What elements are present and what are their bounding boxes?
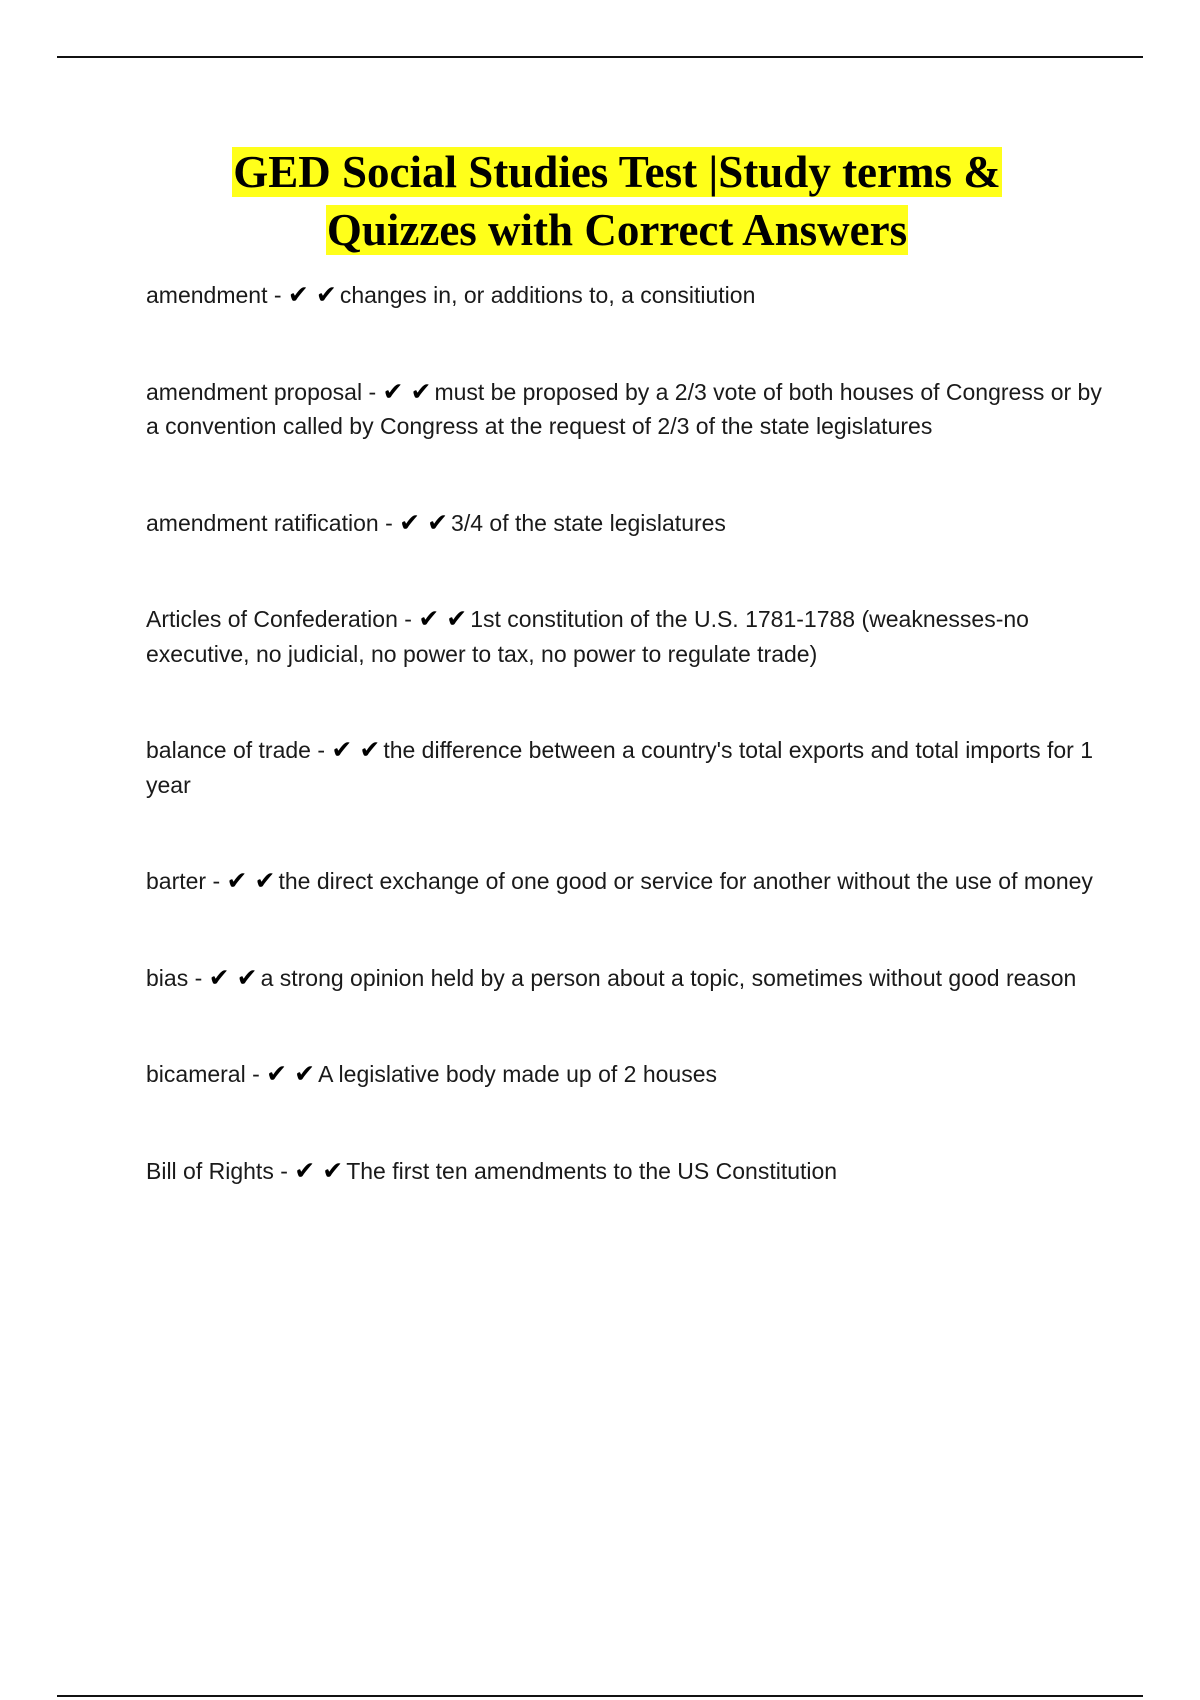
title-highlight-1: GED Social Studies Test |Study terms & [233,147,1001,197]
term-separator: - [206,868,227,894]
term-definition: changes in, or additions to, a consitiution [339,282,756,308]
term-separator: - [273,1157,295,1184]
term-entry [146,961,1106,996]
term-separator: - [310,737,332,763]
check-mark-icon: ✔ [410,376,432,406]
title-line-2 [0,201,1200,259]
term-name: amendment ratification [146,509,379,536]
term-name: bias [146,964,189,991]
check-mark-icon: ✔ [266,1059,288,1088]
term-definition: The first ten amendments to the US Constitution [346,1157,838,1184]
term-separator: - [378,509,400,536]
term-name: balance of trade [146,737,311,763]
check-mark-icon: ✔ [254,866,276,895]
term-name: bicameral [146,1061,246,1087]
term-list [146,278,1106,1188]
check-mark-icon: ✔ [446,604,468,633]
bottom-divider [57,1695,1143,1697]
check-mark-icon: ✔ [427,507,449,537]
title-line-1 [0,143,1200,201]
term-definition: 1st constitution of the U.S. 1781-1788 (weaknesses-no executive, no judicial, no power to tax, no power to regulate trade) [146,606,1029,667]
page-title [0,143,1200,259]
term-name: Articles of Confederation [146,606,398,632]
term-name: barter [146,868,207,894]
term-entry [146,506,1106,541]
check-mark-icon: ✔ [322,1155,344,1185]
term-separator: - [188,964,209,991]
title-highlight-2: Quizzes with Correct Answers [326,205,908,255]
term-definition: a strong opinion held by a person about a topic, sometimes without good reason [260,964,1077,991]
term-name: Bill of Rights [146,1157,274,1184]
term-entry [146,602,1106,671]
term-entry [146,278,1106,313]
term-definition: the direct exchange of one good or service for another without the use of money [278,868,1093,894]
check-mark-icon: ✔ [315,280,337,309]
check-mark-icon: ✔ [382,376,404,406]
check-mark-icon: ✔ [359,735,381,764]
term-definition: must be proposed by a 2/3 vote of both houses of Congress or by a convention called by Congress at the request of 2/3 of the state legislatures [146,378,1102,439]
check-mark-icon: ✔ [226,866,248,895]
check-mark-icon: ✔ [208,962,230,992]
term-entry [146,864,1106,899]
check-mark-icon: ✔ [287,280,309,309]
term-separator: - [397,606,419,632]
term-definition: A legislative body made up of 2 houses [318,1061,718,1087]
check-mark-icon: ✔ [294,1155,316,1185]
check-mark-icon: ✔ [418,604,440,633]
term-entry [146,733,1106,802]
term-name: amendment [146,282,268,308]
check-mark-icon: ✔ [294,1059,316,1088]
term-entry [146,1154,1106,1189]
term-separator: - [362,378,383,405]
term-definition: 3/4 of the state legislatures [451,509,726,536]
term-definition: the difference between a country's total exports and total imports for 1 year [146,737,1094,798]
check-mark-icon: ✔ [399,507,421,537]
term-entry [146,1057,1106,1092]
term-entry [146,375,1106,444]
term-separator: - [267,282,288,308]
check-mark-icon: ✔ [331,735,353,764]
check-mark-icon: ✔ [236,962,258,992]
term-separator: - [245,1061,267,1087]
term-name: amendment proposal [146,378,363,405]
top-divider [57,56,1143,58]
